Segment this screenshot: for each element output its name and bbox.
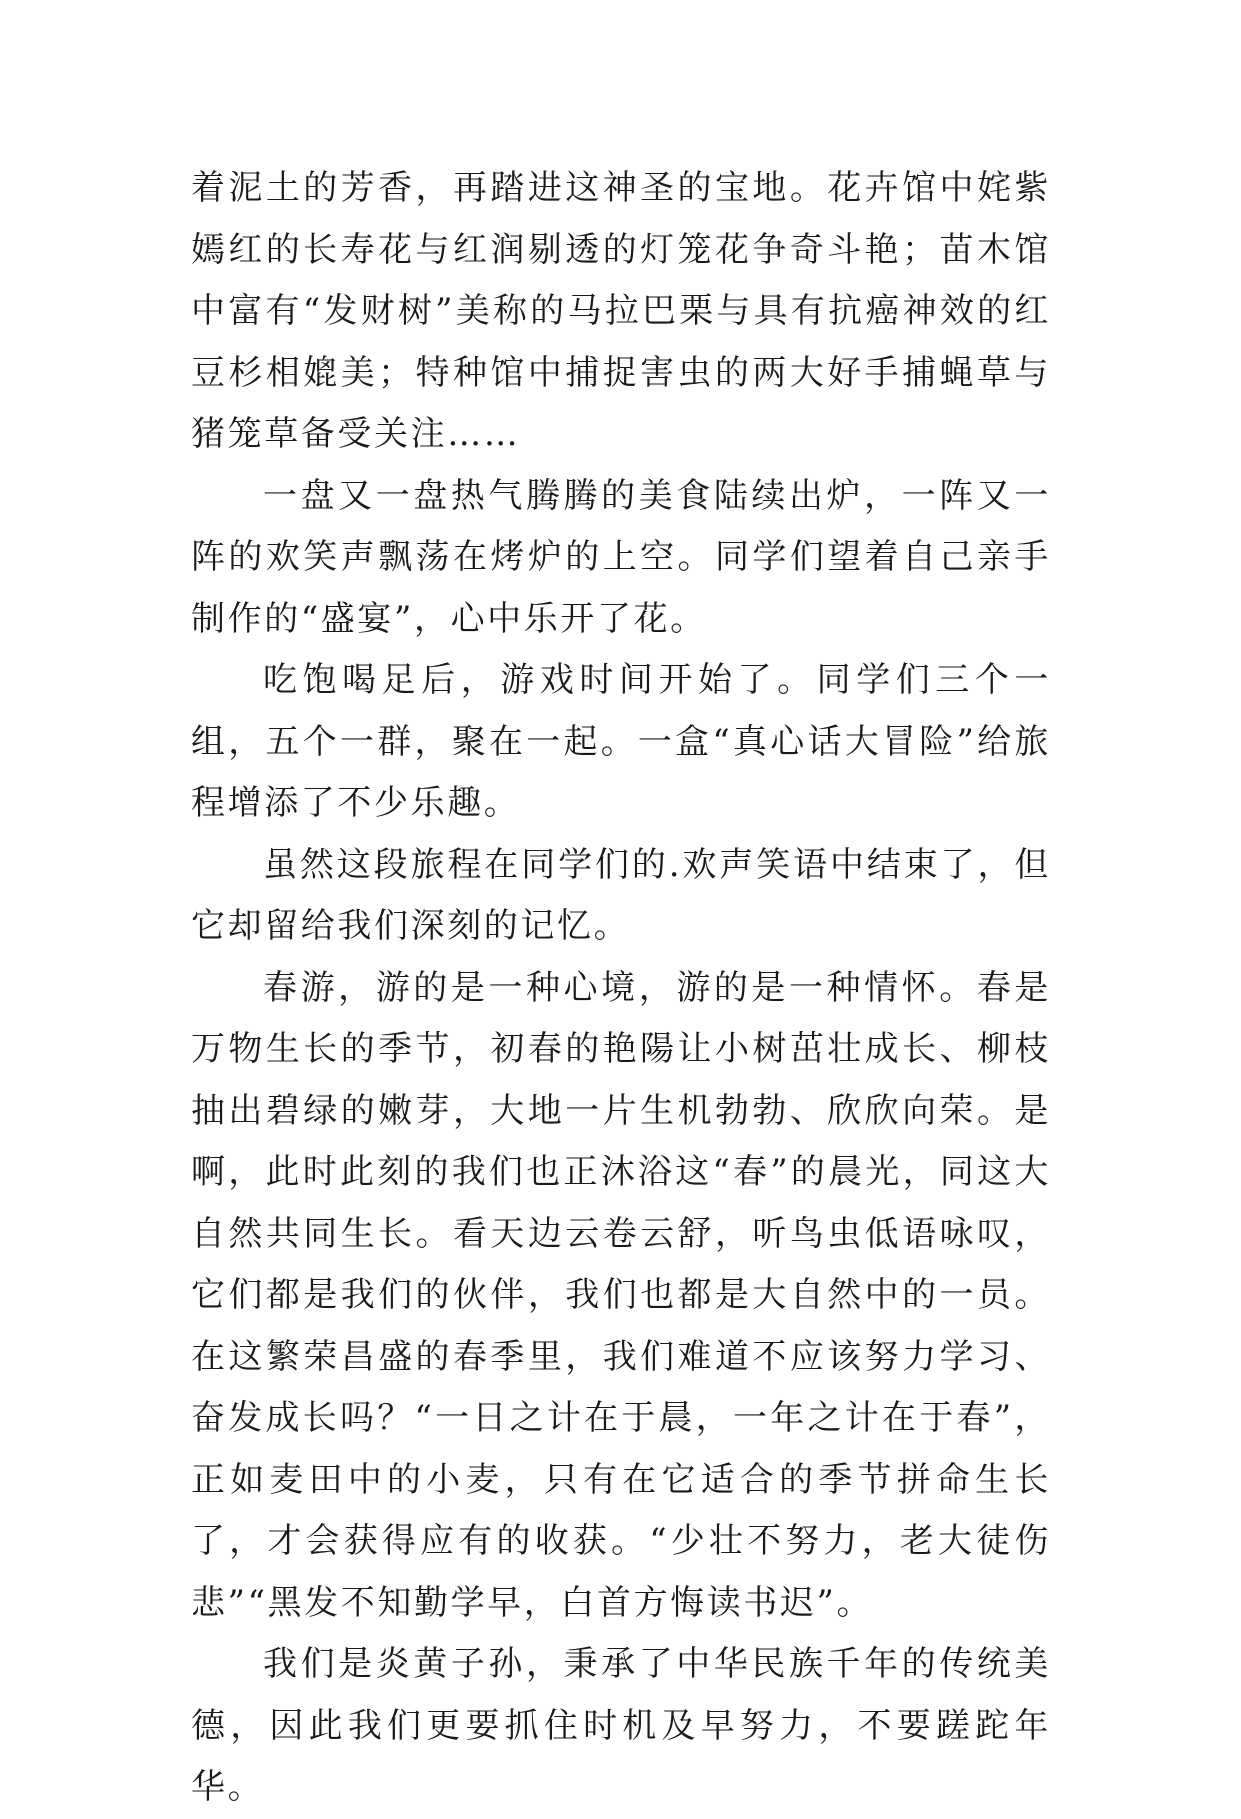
paragraph-continued: 着泥土的芳香，再踏进这神圣的宝地。花卉馆中姹紫嫣红的长寿花与红润剔透的灯笼花争奇斗艳；苗木馆中富有“发财树”美称的马拉巴栗与具有抗癌神效的红豆杉相媲美；特种馆中捕捉害虫的两大好手捕蝇草与猪笼草备受关注…… xyxy=(191,168,1051,454)
paragraph: 我们是炎黄子孙，秉承了中华民族千年的传统美德，因此我们更要抓住时机及早努力，不要蹉跎年华。 xyxy=(191,1644,1051,1807)
paragraph: 吃饱喝足后，游戏时间开始了。同学们三个一组，五个一群，聚在一起。一盒“真心话大冒险”给旅程增添了不少乐趣。 xyxy=(191,660,1051,823)
document-body xyxy=(191,158,1051,1819)
paragraph: 一盘又一盘热气腾腾的美食陆续出炉，一阵又一阵的欢笑声飘荡在烤炉的上空。同学们望着自己亲手制作的“盛宴”，心中乐开了花。 xyxy=(191,475,1051,639)
paragraph: 虽然这段旅程在同学们的.欢声笑语中结束了，但它却留给我们深刻的记忆。 xyxy=(191,844,1051,946)
paragraph: 春游，游的是一种心境，游的是一种情怀。春是万物生长的季节，初春的艳陽让小树茁壮成长、柳枝抽出碧绿的嫩芽，大地一片生机勃勃、欣欣向荣。是啊，此时此刻的我们也正沐浴这“春”的晨光，同这大自然共同生长。看天边云卷云舒，听鸟虫低语咏叹，它们都是我们的伙伴，我们也都是大自然中的一员。在这繁荣昌盛的春季里，我们难道不应该努力学习、奋发成长吗？“一日之计在于晨，一年之计在于春”，正如麦田中的小麦，只有在它适合的季节拼命生长了，才会获得应有的收获。“少壮不努力，老大徒伤悲”“黑发不知勤学早，白首方悔读书迟”。 xyxy=(191,967,1051,1623)
